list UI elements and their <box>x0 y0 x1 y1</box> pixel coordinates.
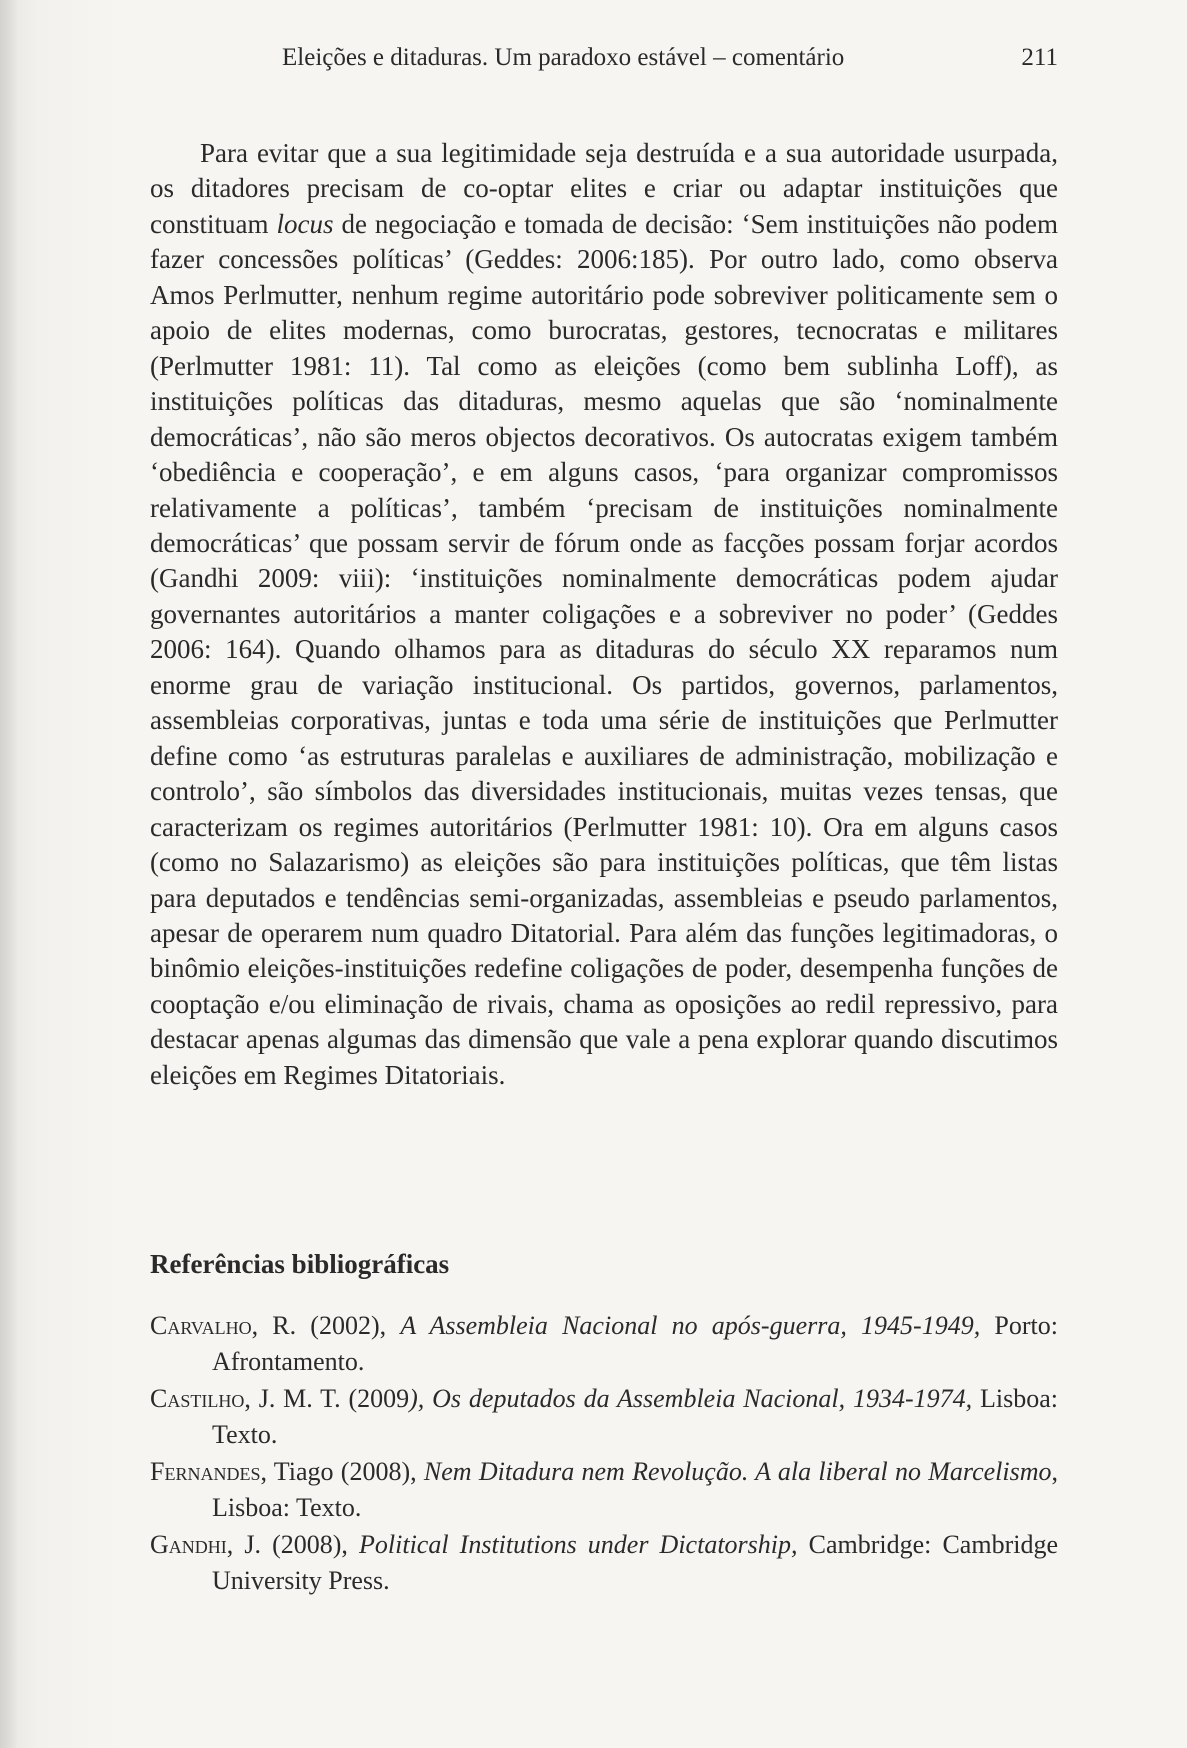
body-paragraph <box>150 136 1058 1093</box>
paragraph-text-1: Para evitar que a sua legitimidade seja destruída e a sua autoridade usurpada, os ditadores precisam de co-optar elites e criar ou adaptar instituições que constituam <box>150 138 1058 239</box>
page-number: 211 <box>1021 44 1058 71</box>
reference-publisher: Porto: Afrontamento. <box>212 1311 1058 1376</box>
reference-title: ), Os deputados da Assembleia Nacional, 1934-1974, <box>409 1384 973 1413</box>
running-header <box>150 38 1058 78</box>
paragraph-emphasis: locus <box>276 208 334 239</box>
reference-item <box>150 1381 1058 1452</box>
reference-author: Gandhi <box>150 1530 227 1559</box>
reference-item <box>150 1308 1058 1379</box>
running-title: Eleições e ditaduras. Um paradoxo estável – comentário <box>282 44 845 71</box>
reference-title: Nem Ditadura nem Revolução. A ala liberal no Marcelismo <box>423 1457 1052 1486</box>
reference-details: , R. (2002), <box>251 1311 401 1340</box>
reference-item <box>150 1454 1058 1525</box>
reference-publisher: Cambridge: Cambridge University Press. <box>212 1530 1058 1595</box>
reference-author: Fernandes <box>150 1457 261 1486</box>
paragraph-text-2: de negociação e tomada de decisão: ‘Sem instituições não podem fazer concessões políticas’ (Geddes: 2006:185). Por outro lado, como observa Amos Perlmutter, nenhum regime autoritário pode sobreviver politicamente sem o apoio de elites modernas, como burocratas, gestores, tecnocratas e militares (Perlmutter 1981: 11). Tal como as eleições (como bem sublinha Loff), as instituições políticas das ditaduras, mesmo aquelas que são ‘nominalmente democráticas’, não são meros objectos decorativos. Os autocratas exigem também ‘obediência e cooperação’, e em alguns casos, ‘para organizar compromissos relativamente a políticas’, também ‘precisam de instituições nominalmente democráticas’ que possam servir de fórum onde as facções possam forjar acordos (Gandhi 2009: viii): ‘instituições nominalmente democráticas podem ajudar governantes autoritários a manter coligações e a sobreviver no poder’ (Geddes 2006: 164). Quando olhamos para as ditaduras do século XX reparamos num enorme grau de variação institucional. Os partidos, governos, parlamentos, assembleias corporativas, juntas e toda uma série de instituições que Perlmutter define como ‘as estruturas paralelas e auxiliares de administração, mobilização e controlo’, são símbolos das diversidades institucionais, muitas vezes tensas, que caracterizam os regimes autoritários (Perlmutter 1981: 10). Ora em alguns casos (como no Salazarismo) as eleições são para instituições políticas, que têm listas para deputados e tendências semi-organizadas, assembleias e pseudo parlamentos, apesar de operarem num quadro Ditatorial. Para além das funções legitimadoras, o binômio eleições-instituições redefine coligações de poder, desempenha funções de cooptação e/ou eliminação de rivais, chama as oposições ao redil repressivo, para destacar apenas algumas das dimensão que vale a pena explorar quando discutimos eleições em Regimes Ditatoriais. <box>150 208 1058 1090</box>
reference-publisher: Lisboa: Texto. <box>212 1384 1058 1449</box>
reference-author: Castilho <box>150 1384 245 1413</box>
reference-item <box>150 1527 1058 1598</box>
reference-publisher: , Lisboa: Texto. <box>212 1457 1058 1522</box>
reference-author: Carvalho <box>150 1311 252 1340</box>
reference-details: , Tiago (2008), <box>260 1457 424 1486</box>
binding-shadow <box>0 0 18 1748</box>
reference-details: , J. (2008), <box>226 1530 360 1559</box>
reference-title: Political Institutions under Dictatorship, <box>359 1530 798 1559</box>
references-heading: Referências bibliográficas <box>150 1249 450 1279</box>
reference-details: , J. M. T. (2009 <box>244 1384 410 1413</box>
reference-title: A Assembleia Nacional no após-guerra, 1945-1949, <box>400 1311 981 1340</box>
reference-list <box>150 1308 1058 1600</box>
